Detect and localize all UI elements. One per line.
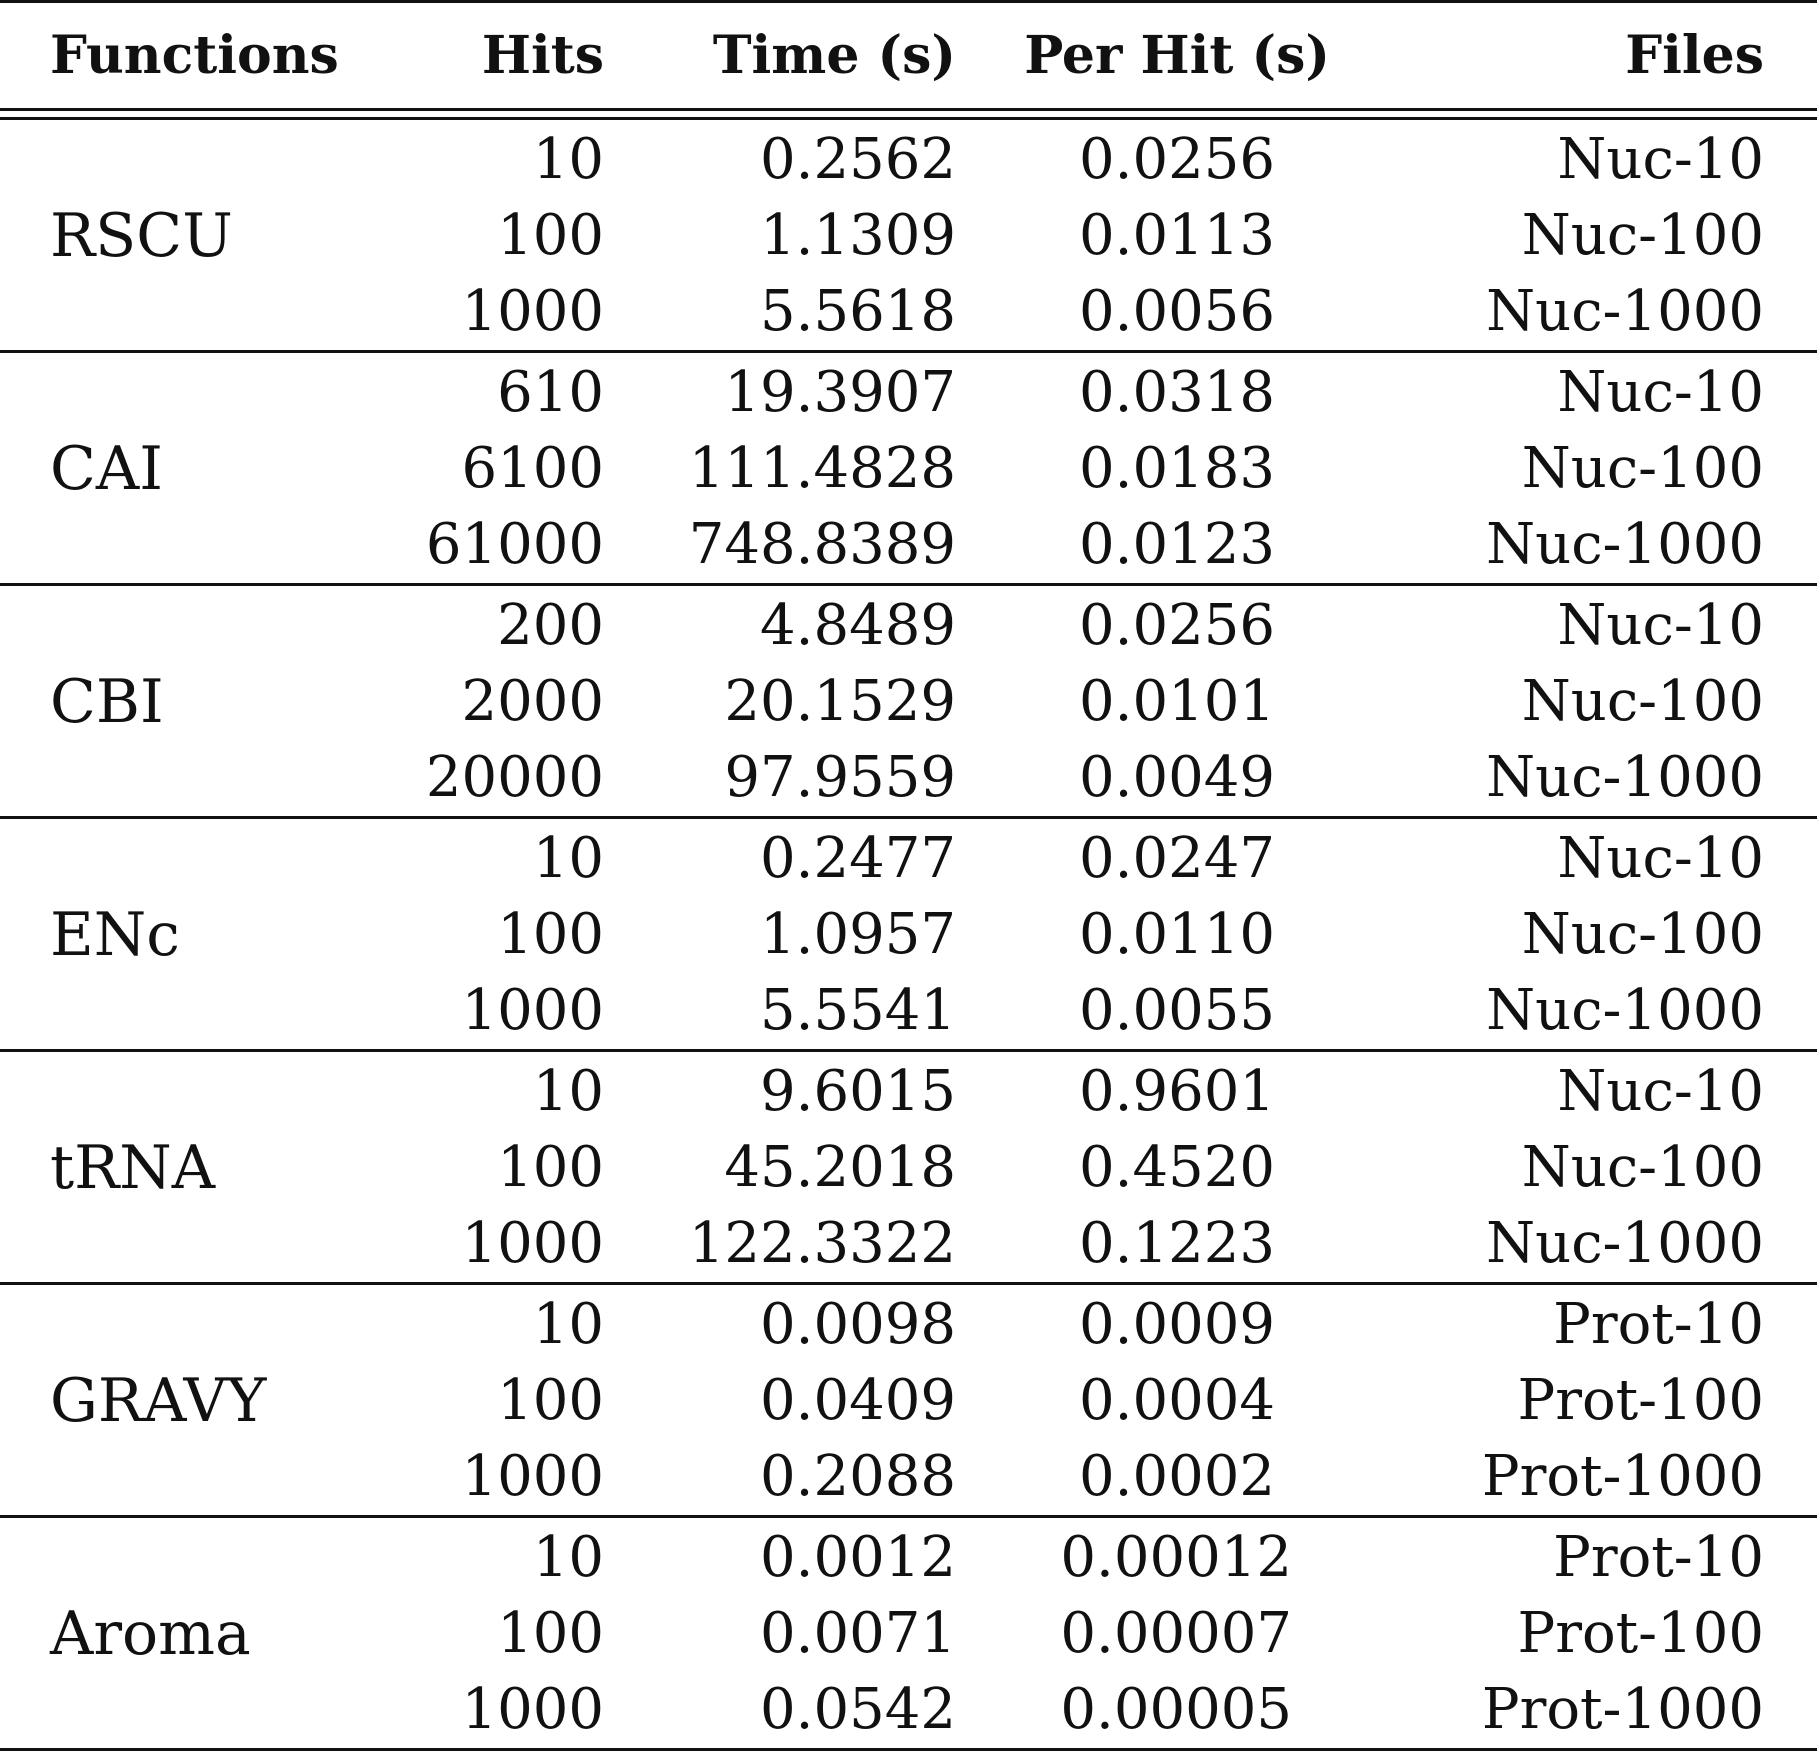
- time-cell: 19.3907: [724, 360, 956, 425]
- table-row: [0, 1284, 1817, 1364]
- header-per-hit: Per Hit (s): [968, 2, 1385, 110]
- files-cell: Nuc-100: [1521, 436, 1764, 501]
- per-hit-cell: 0.0004: [1079, 1368, 1275, 1433]
- function-name-cell: tRNA: [0, 1051, 380, 1284]
- header-rule-cell: [0, 110, 1817, 119]
- per-hit-cell: 0.0256: [1079, 593, 1275, 658]
- files-cell: Nuc-100: [1521, 203, 1764, 268]
- per-hit-cell: 0.0123: [968, 507, 1385, 585]
- per-hit-cell: 0.0247: [1079, 826, 1275, 891]
- files-cell: Nuc-1000: [1385, 507, 1817, 585]
- function-name-cell: RSCU: [0, 119, 380, 352]
- per-hit-cell: 0.1223: [968, 1206, 1385, 1284]
- time-cell: 1.0957: [760, 902, 956, 967]
- function-name-cell: CAI: [0, 352, 380, 585]
- time-cell: 748.8389: [618, 507, 968, 585]
- header-hits: Hits: [380, 2, 618, 110]
- function-name-cell: ENc: [0, 818, 380, 1051]
- files-cell: Nuc-1000: [1385, 973, 1817, 1051]
- files-cell: Nuc-100: [1521, 1135, 1764, 1200]
- files-cell: Prot-10: [1553, 1292, 1764, 1357]
- time-cell: 0.0542: [618, 1672, 968, 1750]
- table-row: [0, 1051, 1817, 1131]
- files-cell: Prot-1000: [1385, 1439, 1817, 1517]
- hits-cell: 100: [497, 203, 604, 268]
- files-cell: Nuc-10: [1557, 593, 1764, 658]
- per-hit-cell: 0.4520: [1079, 1135, 1275, 1200]
- time-cell: 0.0012: [760, 1525, 956, 1590]
- files-cell: Nuc-100: [1521, 669, 1764, 734]
- hits-cell: 10: [532, 1525, 604, 1590]
- per-hit-cell: 0.0113: [1079, 203, 1275, 268]
- time-cell: 111.4828: [688, 436, 956, 501]
- hits-cell: 100: [497, 902, 604, 967]
- time-cell: 1.1309: [760, 203, 956, 268]
- per-hit-cell: 0.0049: [968, 740, 1385, 818]
- function-name-cell: CBI: [0, 585, 380, 818]
- files-cell: Prot-10: [1553, 1525, 1764, 1590]
- per-hit-cell: 0.0009: [1079, 1292, 1275, 1357]
- per-hit-cell: 0.9601: [1079, 1059, 1275, 1124]
- files-cell: Prot-100: [1517, 1601, 1764, 1666]
- table-row: [0, 119, 1817, 199]
- header-files: Files: [1385, 2, 1817, 110]
- function-name-cell: GRAVY: [0, 1284, 380, 1517]
- hits-cell: 100: [497, 1601, 604, 1666]
- files-cell: Prot-1000: [1385, 1672, 1817, 1750]
- table-row: [0, 818, 1817, 898]
- hits-cell: 61000: [380, 507, 618, 585]
- files-cell: Nuc-10: [1557, 360, 1764, 425]
- hits-cell: 1000: [380, 1439, 618, 1517]
- files-cell: Nuc-10: [1557, 1059, 1764, 1124]
- header-time: Time (s): [618, 2, 968, 110]
- hits-cell: 200: [497, 593, 604, 658]
- time-cell: 0.0409: [760, 1368, 956, 1433]
- files-cell: Nuc-1000: [1385, 740, 1817, 818]
- hits-cell: 100: [497, 1368, 604, 1433]
- time-cell: 45.2018: [724, 1135, 956, 1200]
- hits-cell: 10: [532, 826, 604, 891]
- files-cell: Prot-100: [1517, 1368, 1764, 1433]
- hits-cell: 2000: [461, 669, 604, 734]
- time-cell: 4.8489: [760, 593, 956, 658]
- per-hit-cell: 0.0256: [1079, 127, 1275, 192]
- per-hit-cell: 0.0101: [1079, 669, 1275, 734]
- table-row: [0, 585, 1817, 665]
- time-cell: 0.2477: [760, 826, 956, 891]
- files-cell: Nuc-1000: [1385, 1206, 1817, 1284]
- per-hit-cell: 0.00012: [1060, 1525, 1292, 1590]
- per-hit-cell: 0.0056: [968, 274, 1385, 352]
- hits-cell: 10: [532, 1292, 604, 1357]
- header-functions: Functions: [0, 2, 380, 110]
- time-cell: 9.6015: [760, 1059, 956, 1124]
- time-cell: 5.5618: [618, 274, 968, 352]
- header-double-rule: [0, 110, 1817, 119]
- per-hit-cell: 0.00005: [968, 1672, 1385, 1750]
- time-cell: 0.0071: [760, 1601, 956, 1666]
- hits-cell: 1000: [380, 973, 618, 1051]
- function-name-cell: Aroma: [0, 1517, 380, 1750]
- table-body: [0, 119, 1817, 1750]
- time-cell: 97.9559: [618, 740, 968, 818]
- header-row: [0, 2, 1817, 110]
- files-cell: Nuc-100: [1521, 902, 1764, 967]
- hits-cell: 10: [532, 1059, 604, 1124]
- time-cell: 5.5541: [618, 973, 968, 1051]
- hits-cell: 10: [532, 127, 604, 192]
- per-hit-cell: 0.0002: [968, 1439, 1385, 1517]
- table-header: [0, 2, 1817, 119]
- per-hit-cell: 0.0318: [1079, 360, 1275, 425]
- time-cell: 0.2088: [618, 1439, 968, 1517]
- time-cell: 0.2562: [760, 127, 956, 192]
- time-cell: 122.3322: [618, 1206, 968, 1284]
- table-row: [0, 1517, 1817, 1597]
- files-cell: Nuc-1000: [1385, 274, 1817, 352]
- per-hit-cell: 0.00007: [1060, 1601, 1292, 1666]
- per-hit-cell: 0.0055: [968, 973, 1385, 1051]
- hits-cell: 6100: [461, 436, 604, 501]
- per-hit-cell: 0.0183: [1079, 436, 1275, 501]
- files-cell: Nuc-10: [1557, 826, 1764, 891]
- hits-cell: 1000: [380, 1672, 618, 1750]
- table-row: [0, 352, 1817, 432]
- time-cell: 0.0098: [760, 1292, 956, 1357]
- per-hit-cell: 0.0110: [1079, 902, 1275, 967]
- hits-cell: 1000: [380, 1206, 618, 1284]
- hits-cell: 20000: [380, 740, 618, 818]
- files-cell: Nuc-10: [1557, 127, 1764, 192]
- hits-cell: 610: [497, 360, 604, 425]
- time-cell: 20.1529: [724, 669, 956, 734]
- hits-cell: 1000: [380, 274, 618, 352]
- hits-cell: 100: [497, 1135, 604, 1200]
